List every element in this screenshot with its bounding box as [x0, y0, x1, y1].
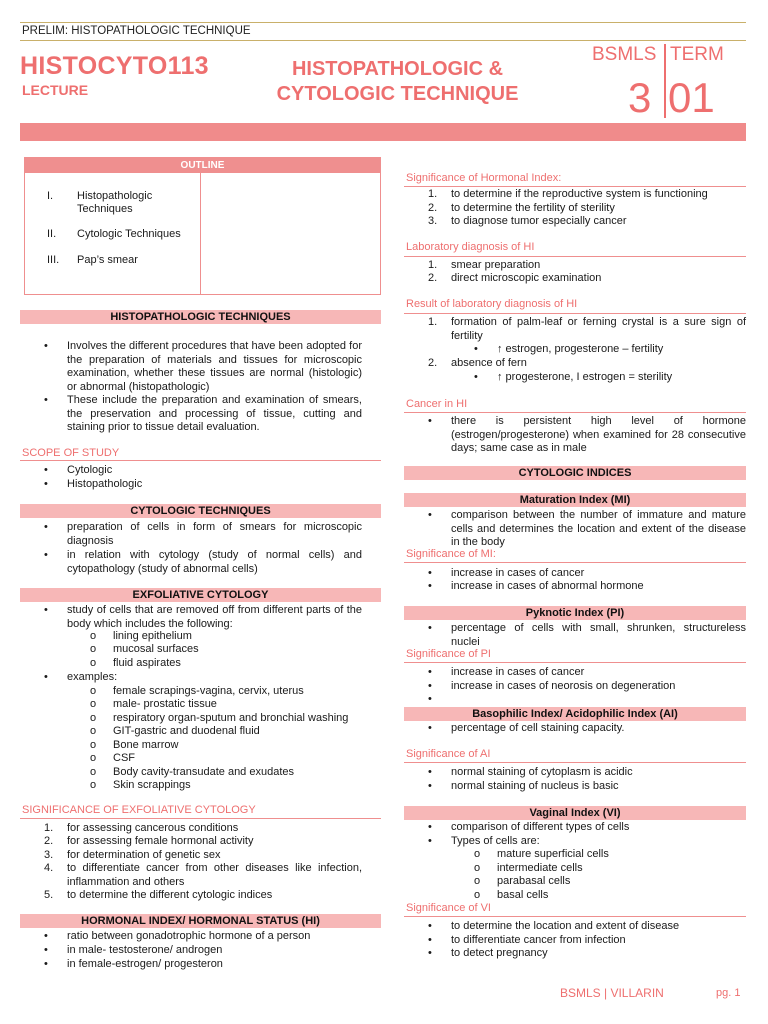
header-rule-bottom [20, 40, 746, 41]
list-num: 2. [428, 202, 438, 214]
year-number: 3 [628, 74, 652, 121]
exfo-sub-item: lining epithelium [113, 630, 192, 642]
sig-vi-item: to determine the location and extent of disease [451, 920, 680, 932]
circle-bullet: o [90, 643, 97, 655]
example-item: GIT-gastric and duodenal fluid [113, 725, 260, 737]
scope-heading: SCOPE OF STUDY [22, 447, 120, 459]
outline-num: II. [47, 228, 57, 240]
hormonal-heading: HORMONAL INDEX/ HORMONAL STATUS (HI) [20, 914, 381, 928]
bullet: • [428, 835, 432, 847]
bullet: • [428, 920, 432, 932]
circle-bullet: o [474, 875, 481, 887]
lab-rule [404, 256, 746, 257]
bullet: • [428, 693, 432, 705]
header-bar [20, 123, 746, 141]
sig-hi-item: to diagnose tumor especially cancer [451, 215, 627, 227]
signif-item: for assessing female hormonal activity [67, 835, 254, 847]
list-num: 4. [44, 862, 54, 874]
indices-heading: CYTOLOGIC INDICES [404, 466, 746, 480]
list-num: 1. [428, 259, 438, 271]
sig-mi-rule [404, 562, 746, 563]
circle-bullet: o [90, 657, 97, 669]
scope-item: Histopathologic [67, 478, 143, 490]
circle-bullet: o [90, 766, 97, 778]
circle-bullet: o [90, 630, 97, 642]
lab-item: direct microscopic examination [451, 272, 602, 284]
bullet: • [428, 622, 432, 634]
circle-bullet: o [90, 779, 97, 791]
vi-item: Types of cells are: [451, 835, 540, 847]
exfo-bullet: study of cells that are removed off from different parts of the body which includes the following: [67, 604, 362, 630]
list-num: 1. [428, 316, 438, 328]
list-num: 2. [428, 272, 438, 284]
list-num: 2. [44, 835, 54, 847]
title-line-2: CYTOLOGIC TECHNIQUE [276, 83, 519, 105]
outline-num: III. [47, 254, 60, 266]
bullet: • [44, 340, 48, 352]
bullet: • [428, 821, 432, 833]
document-title [255, 57, 540, 107]
bullet: • [428, 580, 432, 592]
vi-sub-item: mature superficial cells [497, 848, 609, 860]
outline-heading: OUTLINE [25, 158, 380, 173]
list-num: 3. [44, 849, 54, 861]
sig-hi-item: to determine if the reproductive system is functioning [451, 188, 708, 200]
sig-ai-rule [404, 762, 746, 763]
mi-heading: Maturation Index (MI) [404, 493, 746, 507]
sig-hi-rule [404, 186, 746, 187]
bullet: • [428, 780, 432, 792]
vi-heading: Vaginal Index (VI) [404, 806, 746, 820]
cancer-rule [404, 412, 746, 413]
example-item: male- prostatic tissue [113, 698, 217, 710]
program-label: BSMLS [592, 44, 657, 65]
bullet: • [428, 415, 432, 427]
list-num: 1. [44, 822, 54, 834]
example-item: Bone marrow [113, 739, 179, 751]
sig-hi-item: to determine the fertility of sterility [451, 202, 615, 214]
example-item: female scrapings-vagina, cervix, uterus [113, 685, 304, 697]
histo-heading: HISTOPATHOLOGIC TECHNIQUES [20, 310, 381, 324]
sig-pi-item: increase in cases of neorosis on degeneration [451, 680, 676, 692]
sig-mi-item: increase in cases of cancer [451, 567, 585, 579]
page-number: pg. 1 [716, 987, 741, 999]
circle-bullet: o [474, 848, 481, 860]
examples-label: examples: [67, 671, 118, 683]
histo-bullet-2: These include the preparation and examination of smears, the preservation and processing of tissue, cutting and staining prior to tissue detail evaluation. [67, 394, 362, 433]
result-item-2: absence of fern [451, 357, 527, 369]
lecture-label: LECTURE [22, 82, 89, 98]
lab-item: smear preparation [451, 259, 541, 271]
signif-rule [20, 818, 381, 819]
outline-num: I. [47, 190, 54, 202]
sig-pi-heading: Significance of PI [406, 648, 491, 660]
sig-vi-item: to differentiate cancer from infection [451, 934, 626, 946]
sig-mi-item: increase in cases of abnormal hormone [451, 580, 644, 592]
vi-sub-item: basal cells [497, 889, 549, 901]
hormonal-item: in female-estrogen/ progesteron [67, 958, 223, 970]
list-num: 1. [428, 188, 438, 200]
signif-item: for assessing cancerous conditions [67, 822, 239, 834]
ai-heading: Basophilic Index/ Acidophilic Index (AI) [404, 707, 746, 721]
circle-bullet: o [474, 862, 481, 874]
sig-vi-item: to detect pregnancy [451, 947, 548, 959]
result-sub-1: ↑ estrogen, progesterone – fertility [497, 343, 664, 355]
vi-sub-item: intermediate cells [497, 862, 583, 874]
bullet: • [474, 371, 478, 383]
circle-bullet: o [90, 752, 97, 764]
circle-bullet: o [90, 685, 97, 697]
result-sub-2: ↑ progesterone, I estrogen = sterility [497, 371, 673, 383]
sig-mi-heading: Significance of MI: [406, 548, 496, 560]
scope-item: Cytologic [67, 464, 113, 476]
outline-text: Cytologic Techniques [77, 228, 181, 240]
bullet: • [44, 671, 48, 683]
list-num: 2. [428, 357, 438, 369]
header-rule-top [20, 22, 746, 23]
footer-author: BSMLS | VILLARIN [560, 986, 664, 1000]
sig-ai-item: normal staining of cytoplasm is acidic [451, 766, 633, 778]
bullet: • [428, 567, 432, 579]
exfo-sub-item: mucosal surfaces [113, 643, 199, 655]
circle-bullet: o [90, 712, 97, 724]
bullet: • [44, 464, 48, 476]
exfo-sub-item: fluid aspirates [113, 657, 181, 669]
term-divider [664, 44, 666, 118]
mi-item: comparison between the number of immature and mature cells and determines the location and extent of the disease in the body [451, 509, 746, 548]
result-rule [404, 313, 746, 314]
sig-pi-item: increase in cases of cancer [451, 666, 585, 678]
bullet: • [428, 722, 432, 734]
signif-item: for determination of genetic sex [67, 849, 221, 861]
bullet: • [428, 680, 432, 692]
bullet: • [44, 944, 48, 956]
cyto-bullet-1: preparation of cells in form of smears for microscopic diagnosis [67, 521, 362, 547]
list-num: 3. [428, 215, 438, 227]
outline-text: Histopathologic Techniques [77, 190, 153, 215]
bullet: • [428, 509, 432, 521]
sig-ai-item: normal staining of nucleus is basic [451, 780, 619, 792]
cyto-heading: CYTOLOGIC TECHNIQUES [20, 504, 381, 518]
example-item: Body cavity-transudate and exudates [113, 766, 295, 778]
bullet: • [44, 549, 48, 561]
signif-heading: SIGNIFICANCE OF EXFOLIATIVE CYTOLOGY [22, 804, 256, 816]
cancer-item: there is persistent high level of hormone (estrogen/progesterone) when examined for 28 consecutive days; same case as in male [451, 415, 746, 454]
vi-item: comparison of different types of cells [451, 821, 630, 833]
signif-item: to differentiate cancer from other diseases like infection, inflammation and others [67, 862, 362, 888]
sig-vi-heading: Significance of VI [406, 902, 491, 914]
sig-hi-heading: Significance of Hormonal Index: [406, 172, 562, 184]
course-code: HISTOCYTO113 [20, 52, 209, 80]
term-label: TERM [670, 44, 724, 65]
result-heading: Result of laboratory diagnosis of HI [406, 298, 578, 310]
vi-sub-item: parabasal cells [497, 875, 571, 887]
pi-item: percentage of cells with small, shrunken, structureless nuclei [451, 622, 746, 648]
example-item: respiratory organ-sputum and bronchial washing [113, 712, 349, 724]
bullet: • [44, 930, 48, 942]
ai-item: percentage of cell staining capacity. [451, 722, 625, 734]
bullet: • [44, 478, 48, 490]
circle-bullet: o [90, 739, 97, 751]
circle-bullet: o [474, 889, 481, 901]
circle-bullet: o [90, 725, 97, 737]
bullet: • [44, 521, 48, 533]
scope-rule [20, 460, 381, 461]
cyto-bullet-2: in relation with cytology (study of normal cells) and cytopathology (study of abnormal cells) [67, 549, 362, 575]
bullet: • [428, 766, 432, 778]
example-item: Skin scrappings [113, 779, 191, 791]
cancer-heading: Cancer in HI [406, 398, 468, 410]
outline-box [24, 157, 381, 295]
example-item: CSF [113, 752, 135, 764]
lab-heading: Laboratory diagnosis of HI [406, 241, 535, 253]
bullet: • [428, 947, 432, 959]
bullet: • [44, 394, 48, 406]
pi-heading: Pyknotic Index (PI) [404, 606, 746, 620]
term-number: 01 [668, 74, 715, 121]
signif-item: to determine the different cytologic indices [67, 889, 273, 901]
title-line-1: HISTOPATHOLOGIC & [291, 58, 504, 80]
prelim-label: PRELIM: HISTOPATHOLOGIC TECHNIQUE [22, 25, 251, 37]
sig-ai-heading: Significance of AI [406, 748, 491, 760]
bullet: • [428, 666, 432, 678]
bullet: • [428, 934, 432, 946]
hormonal-item: in male- testosterone/ androgen [67, 944, 223, 956]
sig-vi-rule [404, 916, 746, 917]
exfo-heading: EXFOLIATIVE CYTOLOGY [20, 588, 381, 602]
bullet: • [44, 958, 48, 970]
hormonal-item: ratio between gonadotrophic hormone of a person [67, 930, 311, 942]
result-item-1: formation of palm-leaf or ferning crystal is a sure sign of fertility [451, 316, 746, 342]
circle-bullet: o [90, 698, 97, 710]
list-num: 5. [44, 889, 54, 901]
outline-text: Pap’s smear [77, 254, 138, 266]
histo-bullet-1: Involves the different procedures that have been adopted for the preparation of materials and tissues for microscopic examination, whether these tissues are normal (histologic) or abnormal (histopathologic) [67, 340, 362, 393]
bullet: • [474, 343, 478, 355]
sig-pi-rule [404, 662, 746, 663]
bullet: • [44, 604, 48, 616]
